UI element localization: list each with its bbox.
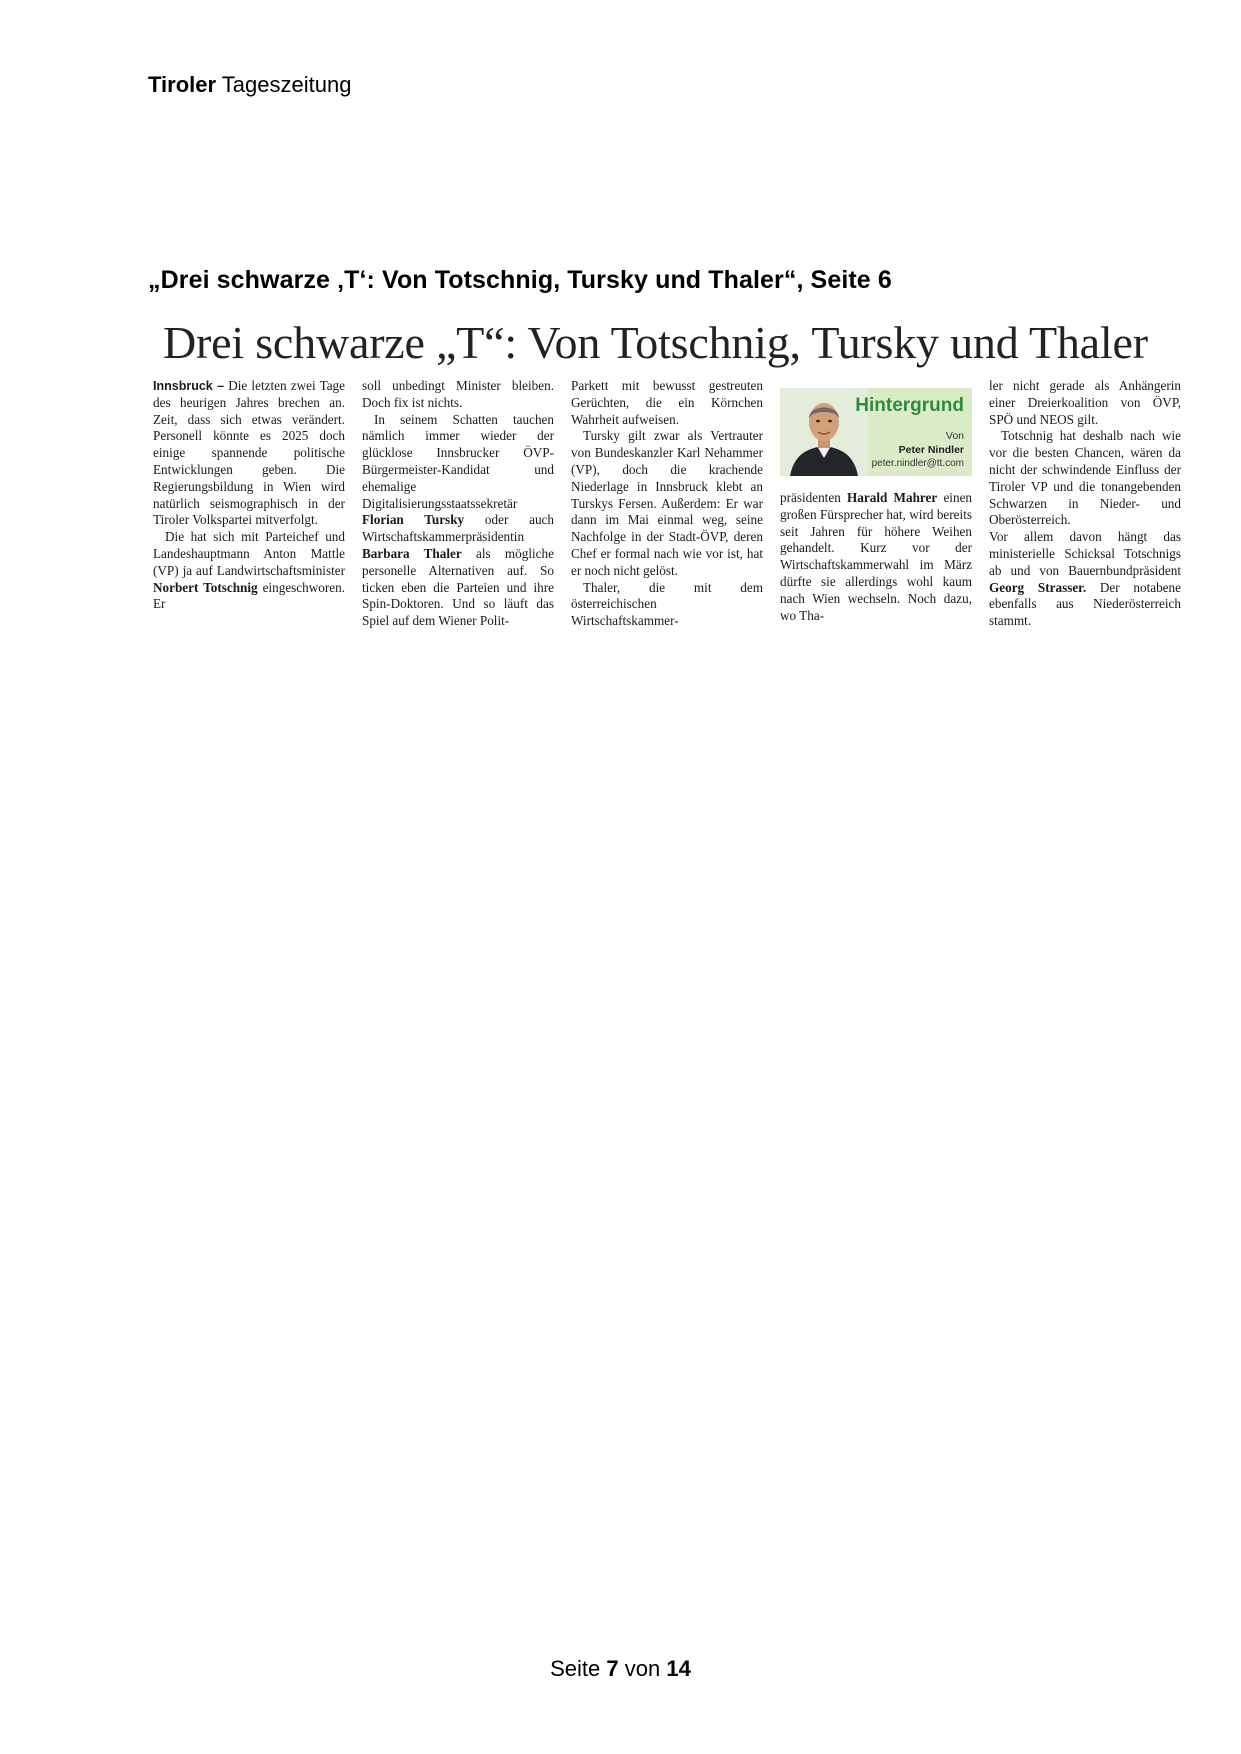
page-footer — [0, 1656, 1241, 1682]
paragraph-text: eingeschworen. Er — [153, 579, 345, 612]
footer-page-number: 7 — [606, 1656, 619, 1681]
box-byline-von: Von — [945, 430, 964, 442]
person-name: Harald Mahrer — [847, 490, 938, 505]
person-name: Barbara Thaler — [362, 545, 462, 561]
paragraph — [153, 378, 345, 529]
paragraph — [780, 490, 972, 624]
clip-reference-title: „Drei schwarze ‚T‘: Von Totschnig, Tursky und Thaler“, Seite 6 — [148, 266, 892, 294]
article-column-2 — [362, 378, 554, 630]
paragraph: Tursky gilt zwar als Vertrauter von Bundeskanzler Karl Nehammer (VP), doch die krachende Niederlage in Innsbruck klebt an Turskys Fersen. Außerdem: Er war dann im Mai einmal weg, seine Nachfolge in der Stadt-ÖVP, deren Chef er formal nach wie vor ist, hat er noch nicht gelöst. — [571, 428, 763, 578]
paragraph-text: Der notabene ebenfalls aus Niederösterreich stammt. — [989, 579, 1181, 629]
paragraph-text: Vor allem davon hängt das ministerielle Schicksal Totschnigs ab und von Bauernbundpräsident — [989, 529, 1181, 578]
article-column-1 — [153, 378, 345, 613]
dateline: Innsbruck – — [153, 379, 225, 393]
paragraph — [153, 529, 345, 613]
paragraph-text: einen großen Fürsprecher hat, wird bereits seit Jahren für höhere Weihen gehandelt. Kurz vor der Wirtschaftskammerwahl im März dürfte sie allerdings wohl kaum nach Wien wechseln. Noch dazu, wo Tha- — [780, 490, 973, 623]
paragraph-text: In seinem Schatten tauchen nämlich immer wieder der glücklose Innsbrucker ÖVP-Bürgermeister-Kandidat und ehemalige Digitalisierungsstaatssekretär — [362, 411, 554, 511]
article-column-5 — [989, 378, 1181, 630]
paragraph: soll unbedingt Minister bleiben. Doch fix ist nichts. — [362, 378, 554, 410]
paragraph-text: oder auch Wirtschaftskammerpräsidentin — [362, 512, 555, 545]
paragraph: Totschnig hat deshalb nach wie vor die besten Chancen, wären da nicht der schwindende Einfluss der Tiroler VP und die tonangebenden Schwarzen in Nieder- und Oberösterreich. — [989, 428, 1181, 528]
paragraph — [362, 412, 554, 630]
footer-page-total: 14 — [666, 1656, 691, 1681]
brand-rest: Tageszeitung — [221, 72, 352, 97]
article-column-3 — [571, 378, 763, 630]
article-column-4 — [780, 378, 972, 624]
box-email: peter.nindler@tt.com — [871, 458, 964, 469]
paragraph-text: Die hat sich mit Parteichef und Landeshauptmann Anton Mattle (VP) ja auf Landwirtschaftsminister — [153, 529, 345, 578]
box-author: Peter Nindler — [898, 444, 964, 456]
paragraph-text: präsidenten — [780, 490, 841, 505]
publication-header — [148, 72, 351, 98]
person-name: Georg Strasser. — [989, 579, 1087, 595]
article-headline: Drei schwarze „T“: Von Totschnig, Tursky und Thaler — [163, 317, 1148, 368]
paragraph-text: Die letzten zwei Tage des heurigen Jahres brechen an. Zeit, dass sich etwas verändert. Personell könnte es 2025 doch einige spannende politische Entwicklungen geben. Die Regierungsbildung in Wien wird natürlich seismographisch in der Tiroler Volkspartei mitverfolgt. — [153, 378, 346, 528]
commentary-box — [780, 388, 972, 476]
brand-bold: Tiroler — [148, 72, 217, 97]
box-title: Hintergrund — [855, 395, 964, 416]
paragraph-text: als mögliche personelle Alternativen auf. So ticken eben die Parteien und ihre Spin-Doktoren. Und so läuft das Spiel auf dem Wiener Polit- — [362, 545, 554, 629]
person-name: Florian Tursky — [362, 512, 465, 528]
paragraph: Parkett mit bewusst gestreuten Gerüchten, die ein Körnchen Wahrheit aufweisen. — [571, 378, 763, 427]
footer-prefix: Seite — [550, 1656, 601, 1681]
paragraph — [989, 529, 1181, 630]
person-name: Norbert Totschnig — [153, 579, 258, 595]
paragraph: ler nicht gerade als Anhängerin einer Dreierkoalition von ÖVP, SPÖ und NEOS gilt. — [989, 378, 1181, 427]
footer-middle: von — [624, 1656, 661, 1681]
paragraph: Thaler, die mit dem österreichischen Wirtschaftskammer- — [571, 579, 763, 629]
